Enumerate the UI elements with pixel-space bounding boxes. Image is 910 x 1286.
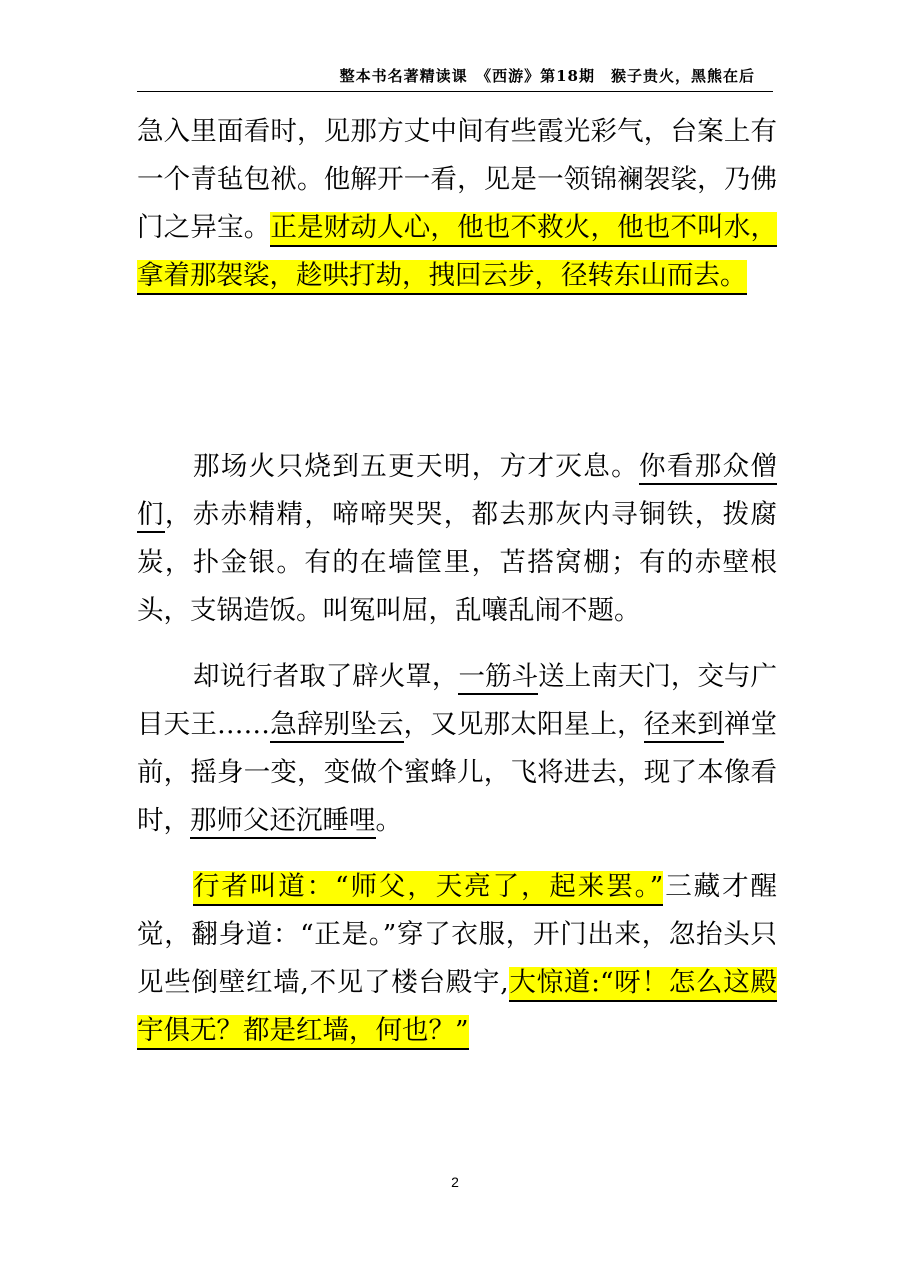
highlighted-passage: 大惊道:“呀！怎么这殿宇俱无？都是红墙，何也？”	[137, 967, 777, 1050]
paragraph-3	[137, 653, 777, 845]
header-title: 整本书名著精读课 《西游》第18期 猴子贵火，黑熊在后	[339, 67, 755, 85]
highlighted-passage: 正是财动人心，他也不救火，他也不叫水，拿着那袈裟，趁哄打劫，拽回云步，径转东山而去。	[137, 212, 777, 295]
paragraph-3-text: 禅堂前，摇身一变，变做个蜜蜂儿，飞将进去，现了本像看时，	[137, 709, 778, 836]
paragraph-1-text: 急入里面看时，见那方丈中间有些霞光彩气，台案上有一个青毡包袱。他解开一看，见是一领锦襕袈裟，乃佛门之异宝。	[137, 116, 777, 243]
paragraph-3-text: 却说行者取了辟火罩，	[193, 661, 459, 692]
underlined-phrase: 径来到	[644, 709, 724, 743]
paragraph-2-text: ，赤赤精精，啼啼哭哭，都去那灰内寻铜铁，拨腐炭，扑金银。有的在墙筐里，苫搭窝棚；有的赤壁根头，支锅造饭。叫冤叫屈，乱嚷乱闹不题。	[137, 499, 778, 626]
underlined-phrase: 你看那众僧们	[137, 451, 777, 533]
underlined-phrase: 那师父还沉睡哩	[190, 805, 376, 839]
paragraph-3-text: 送上南天门，交与广目天王……	[137, 661, 778, 740]
underlined-phrase: 急辞别坠云	[270, 709, 404, 743]
paragraph-3-text: ，又见那太阳星上，	[403, 709, 644, 740]
paragraph-1	[137, 108, 777, 300]
page-header	[137, 64, 773, 92]
paragraph-4-text: 三藏才醒觉，翻身道：“正是。”穿了衣服，开门出来，忽抬头只见些倒壁红墙,不见了楼台殿宇,	[137, 871, 777, 998]
paragraph-2-text: 那场火只烧到五更天明，方才灭息。	[193, 451, 639, 482]
underlined-phrase: 一筋斗	[458, 661, 538, 695]
paragraph-3-text: 。	[375, 805, 402, 836]
highlighted-passage: 行者叫道：“师父，天亮了，起来罢。”	[193, 871, 663, 906]
paragraph-4	[137, 863, 777, 1055]
page-number: 2	[451, 1174, 459, 1190]
paragraph-2	[137, 443, 777, 635]
